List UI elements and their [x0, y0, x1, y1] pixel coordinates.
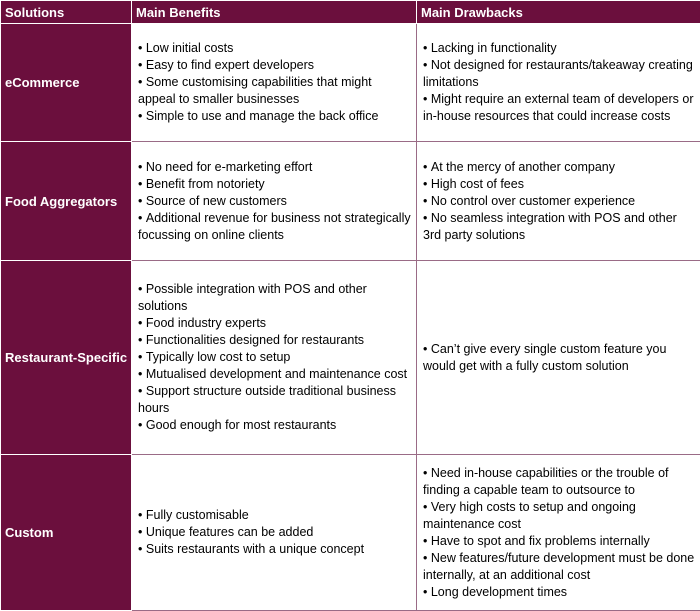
table-row [1, 142, 700, 261]
list-item: • Unique features can be added [138, 524, 412, 541]
list-item: • Some customising capabilities that might appeal to smaller businesses [138, 74, 412, 108]
list-item: • Typically low cost to setup [138, 349, 412, 366]
list-item: • High cost of fees [423, 176, 696, 193]
list-item: • At the mercy of another company [423, 159, 696, 176]
list-item: • New features/future development must be done internally, at an additional cost [423, 550, 696, 584]
list-item: • Have to spot and fix problems internally [423, 533, 696, 550]
list-item: • No control over customer experience [423, 193, 696, 210]
header-row [1, 1, 700, 24]
list-item: • Not designed for restaurants/takeaway creating limitations [423, 57, 696, 91]
benefits-cell [132, 455, 417, 611]
list-item: • Food industry experts [138, 315, 412, 332]
list-item: • Can’t give every single custom feature you would get with a fully custom solution [423, 341, 696, 375]
list-item: • Simple to use and manage the back office [138, 108, 412, 125]
benefits-cell [132, 24, 417, 142]
list-item: • Long development times [423, 584, 696, 601]
list-item: • Functionalities designed for restaurants [138, 332, 412, 349]
list-item: • Suits restaurants with a unique concept [138, 541, 412, 558]
benefits-list [138, 281, 412, 434]
list-item: • Mutualised development and maintenance cost [138, 366, 412, 383]
drawbacks-list [423, 159, 696, 244]
header-main-drawbacks: Main Drawbacks [417, 1, 700, 24]
list-item: • Possible integration with POS and other solutions [138, 281, 412, 315]
benefits-cell [132, 261, 417, 455]
list-item: • Fully customisable [138, 507, 412, 524]
drawbacks-cell [417, 24, 700, 142]
drawbacks-list [423, 40, 696, 125]
list-item: • Good enough for most restaurants [138, 417, 412, 434]
list-item: • Need in-house capabilities or the trouble of finding a capable team to outsource to [423, 465, 696, 499]
benefits-list [138, 40, 412, 125]
solution-name: Restaurant-Specific [1, 261, 132, 455]
drawbacks-cell [417, 261, 700, 455]
table-row [1, 455, 700, 611]
table-row [1, 261, 700, 455]
drawbacks-cell [417, 142, 700, 261]
solution-name: Food Aggregators [1, 142, 132, 261]
list-item: • Source of new customers [138, 193, 412, 210]
list-item: • Lacking in functionality [423, 40, 696, 57]
list-item: • Benefit from notoriety [138, 176, 412, 193]
header-solutions: Solutions [1, 1, 132, 24]
list-item: • No need for e-marketing effort [138, 159, 412, 176]
list-item: • Might require an external team of developers or in-house resources that could increase costs [423, 91, 696, 125]
drawbacks-list [423, 465, 696, 601]
list-item: • Very high costs to setup and ongoing maintenance cost [423, 499, 696, 533]
header-main-benefits: Main Benefits [132, 1, 417, 24]
solution-name: Custom [1, 455, 132, 611]
list-item: • Additional revenue for business not strategically focussing on online clients [138, 210, 412, 244]
drawbacks-list [423, 341, 696, 375]
list-item: • Support structure outside traditional business hours [138, 383, 412, 417]
solution-name: eCommerce [1, 24, 132, 142]
benefits-list [138, 507, 412, 558]
list-item: • Low initial costs [138, 40, 412, 57]
benefits-list [138, 159, 412, 244]
benefits-cell [132, 142, 417, 261]
table-row [1, 24, 700, 142]
list-item: • No seamless integration with POS and other 3rd party solutions [423, 210, 696, 244]
drawbacks-cell [417, 455, 700, 611]
list-item: • Easy to find expert developers [138, 57, 412, 74]
